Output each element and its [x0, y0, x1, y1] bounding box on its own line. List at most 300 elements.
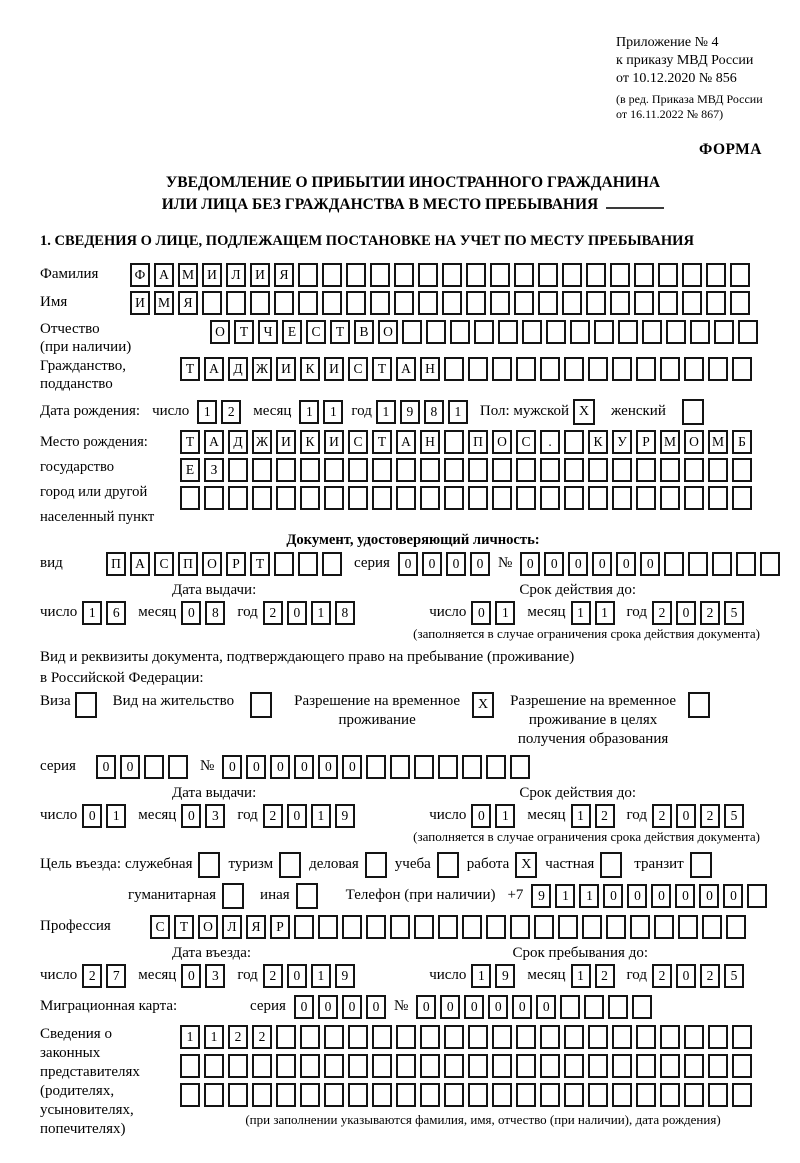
char-cell[interactable]: О	[198, 915, 218, 939]
char-cell[interactable]	[396, 486, 416, 510]
char-cell[interactable]: 0	[422, 552, 442, 576]
char-cell[interactable]	[706, 263, 726, 287]
char-cell[interactable]	[564, 1054, 584, 1078]
rf-expiry-month-cells[interactable]	[571, 804, 619, 828]
char-cell[interactable]	[684, 1083, 704, 1107]
char-cell[interactable]	[586, 291, 606, 315]
char-cell[interactable]: Т	[180, 357, 200, 381]
char-cell[interactable]: 9	[495, 964, 515, 988]
char-cell[interactable]	[610, 291, 630, 315]
char-cell[interactable]: 0	[471, 601, 491, 625]
char-cell[interactable]	[540, 1054, 560, 1078]
char-cell[interactable]: 0	[568, 552, 588, 576]
migcard-series-cells[interactable]	[294, 995, 390, 1019]
char-cell[interactable]: 1	[311, 601, 331, 625]
char-cell[interactable]: 0	[603, 884, 623, 908]
reps-row2-cells[interactable]	[180, 1054, 786, 1078]
char-cell[interactable]: Я	[246, 915, 266, 939]
iddoc-number-cells[interactable]	[520, 552, 784, 576]
char-cell[interactable]	[324, 1083, 344, 1107]
char-cell[interactable]	[420, 458, 440, 482]
char-cell[interactable]: 0	[470, 552, 490, 576]
char-cell[interactable]	[322, 552, 342, 576]
char-cell[interactable]	[612, 458, 632, 482]
char-cell[interactable]	[276, 1025, 296, 1049]
char-cell[interactable]: Р	[636, 430, 656, 454]
char-cell[interactable]	[582, 915, 602, 939]
char-cell[interactable]	[322, 263, 342, 287]
profession-cells[interactable]	[150, 915, 750, 939]
char-cell[interactable]	[418, 263, 438, 287]
char-cell[interactable]: 2	[700, 601, 720, 625]
char-cell[interactable]	[540, 458, 560, 482]
char-cell[interactable]: 1	[555, 884, 575, 908]
surname-input-cells[interactable]	[130, 263, 754, 287]
char-cell[interactable]: 2	[228, 1025, 248, 1049]
char-cell[interactable]: Т	[234, 320, 254, 344]
char-cell[interactable]	[636, 1054, 656, 1078]
char-cell[interactable]	[420, 1054, 440, 1078]
char-cell[interactable]	[708, 357, 728, 381]
char-cell[interactable]: 0	[676, 601, 696, 625]
char-cell[interactable]	[396, 1083, 416, 1107]
char-cell[interactable]	[608, 995, 628, 1019]
char-cell[interactable]: М	[178, 263, 198, 287]
char-cell[interactable]: 0	[416, 995, 436, 1019]
iddoc-expiry-month-cells[interactable]	[571, 601, 619, 625]
char-cell[interactable]	[202, 291, 222, 315]
char-cell[interactable]	[180, 486, 200, 510]
purpose-tourism-checkbox[interactable]	[279, 852, 301, 878]
char-cell[interactable]: 0	[181, 601, 201, 625]
char-cell[interactable]	[348, 458, 368, 482]
char-cell[interactable]: Я	[274, 263, 294, 287]
char-cell[interactable]: 0	[512, 995, 532, 1019]
char-cell[interactable]	[444, 357, 464, 381]
iddoc-kind-cells[interactable]	[106, 552, 346, 576]
char-cell[interactable]: 1	[106, 804, 126, 828]
char-cell[interactable]	[348, 486, 368, 510]
char-cell[interactable]: Ч	[258, 320, 278, 344]
char-cell[interactable]: Т	[330, 320, 350, 344]
char-cell[interactable]	[168, 755, 188, 779]
char-cell[interactable]	[516, 357, 536, 381]
patronymic-input-cells[interactable]	[210, 320, 762, 344]
char-cell[interactable]	[588, 1054, 608, 1078]
char-cell[interactable]: Т	[174, 915, 194, 939]
char-cell[interactable]	[300, 1054, 320, 1078]
char-cell[interactable]	[636, 458, 656, 482]
rf-expiry-year-cells[interactable]	[652, 804, 748, 828]
char-cell[interactable]	[498, 320, 518, 344]
char-cell[interactable]: К	[588, 430, 608, 454]
purpose-official-checkbox[interactable]	[198, 852, 220, 878]
char-cell[interactable]	[634, 291, 654, 315]
char-cell[interactable]	[348, 1054, 368, 1078]
char-cell[interactable]	[660, 1054, 680, 1078]
char-cell[interactable]: 5	[724, 601, 744, 625]
char-cell[interactable]	[664, 552, 684, 576]
char-cell[interactable]	[390, 915, 410, 939]
char-cell[interactable]	[180, 1054, 200, 1078]
char-cell[interactable]: 9	[400, 400, 420, 424]
rf-issue-month-cells[interactable]	[181, 804, 229, 828]
char-cell[interactable]: 1	[571, 804, 591, 828]
char-cell[interactable]	[492, 458, 512, 482]
iddoc-expiry-year-cells[interactable]	[652, 601, 748, 625]
char-cell[interactable]	[438, 755, 458, 779]
char-cell[interactable]	[276, 1083, 296, 1107]
char-cell[interactable]: И	[276, 357, 296, 381]
char-cell[interactable]: О	[492, 430, 512, 454]
char-cell[interactable]: Р	[226, 552, 246, 576]
char-cell[interactable]	[294, 915, 314, 939]
char-cell[interactable]: О	[378, 320, 398, 344]
char-cell[interactable]	[300, 1083, 320, 1107]
char-cell[interactable]	[732, 357, 752, 381]
char-cell[interactable]: 0	[440, 995, 460, 1019]
iddoc-issue-month-cells[interactable]	[181, 601, 229, 625]
char-cell[interactable]	[634, 263, 654, 287]
birthplace-row2-cells[interactable]	[180, 458, 756, 482]
char-cell[interactable]: С	[348, 430, 368, 454]
char-cell[interactable]	[708, 1025, 728, 1049]
char-cell[interactable]	[584, 995, 604, 1019]
reps-row1-cells[interactable]	[180, 1025, 786, 1049]
purpose-humanitarian-checkbox[interactable]	[222, 883, 244, 909]
char-cell[interactable]: 0	[464, 995, 484, 1019]
char-cell[interactable]: 6	[106, 601, 126, 625]
char-cell[interactable]	[660, 1025, 680, 1049]
char-cell[interactable]	[660, 486, 680, 510]
char-cell[interactable]	[298, 263, 318, 287]
char-cell[interactable]	[366, 755, 386, 779]
char-cell[interactable]	[396, 458, 416, 482]
char-cell[interactable]: У	[612, 430, 632, 454]
char-cell[interactable]: 0	[366, 995, 386, 1019]
char-cell[interactable]: 0	[675, 884, 695, 908]
char-cell[interactable]: 0	[446, 552, 466, 576]
char-cell[interactable]: А	[396, 357, 416, 381]
char-cell[interactable]: 0	[222, 755, 242, 779]
char-cell[interactable]	[468, 1025, 488, 1049]
char-cell[interactable]: 2	[652, 964, 672, 988]
char-cell[interactable]	[324, 486, 344, 510]
char-cell[interactable]	[636, 1025, 656, 1049]
char-cell[interactable]: 1	[376, 400, 396, 424]
char-cell[interactable]	[642, 320, 662, 344]
char-cell[interactable]: 0	[181, 804, 201, 828]
char-cell[interactable]	[564, 486, 584, 510]
char-cell[interactable]	[658, 291, 678, 315]
purpose-study-checkbox[interactable]	[437, 852, 459, 878]
char-cell[interactable]	[586, 263, 606, 287]
char-cell[interactable]: 0	[699, 884, 719, 908]
char-cell[interactable]	[726, 915, 746, 939]
char-cell[interactable]: П	[178, 552, 198, 576]
char-cell[interactable]	[732, 1054, 752, 1078]
char-cell[interactable]	[516, 486, 536, 510]
char-cell[interactable]	[420, 486, 440, 510]
char-cell[interactable]: 1	[471, 964, 491, 988]
char-cell[interactable]	[462, 915, 482, 939]
char-cell[interactable]	[736, 552, 756, 576]
entry-year-cells[interactable]	[263, 964, 359, 988]
char-cell[interactable]: 1	[595, 601, 615, 625]
char-cell[interactable]: 0	[270, 755, 290, 779]
char-cell[interactable]	[760, 552, 780, 576]
char-cell[interactable]	[538, 263, 558, 287]
char-cell[interactable]: 0	[398, 552, 418, 576]
char-cell[interactable]: 0	[181, 964, 201, 988]
char-cell[interactable]	[300, 458, 320, 482]
char-cell[interactable]	[702, 915, 722, 939]
char-cell[interactable]	[540, 357, 560, 381]
char-cell[interactable]: 0	[616, 552, 636, 576]
char-cell[interactable]: 3	[205, 964, 225, 988]
char-cell[interactable]	[226, 291, 246, 315]
entry-month-cells[interactable]	[181, 964, 229, 988]
rf-issue-year-cells[interactable]	[263, 804, 359, 828]
char-cell[interactable]: 1	[448, 400, 468, 424]
char-cell[interactable]	[732, 1083, 752, 1107]
char-cell[interactable]	[706, 291, 726, 315]
char-cell[interactable]	[588, 486, 608, 510]
char-cell[interactable]	[708, 486, 728, 510]
char-cell[interactable]	[660, 357, 680, 381]
char-cell[interactable]: Т	[180, 430, 200, 454]
char-cell[interactable]: Ж	[252, 430, 272, 454]
char-cell[interactable]	[490, 263, 510, 287]
char-cell[interactable]	[612, 486, 632, 510]
char-cell[interactable]	[570, 320, 590, 344]
char-cell[interactable]: Б	[732, 430, 752, 454]
char-cell[interactable]	[688, 552, 708, 576]
char-cell[interactable]	[438, 915, 458, 939]
char-cell[interactable]	[486, 755, 506, 779]
char-cell[interactable]	[610, 263, 630, 287]
char-cell[interactable]: М	[154, 291, 174, 315]
char-cell[interactable]	[466, 291, 486, 315]
char-cell[interactable]	[684, 357, 704, 381]
char-cell[interactable]	[396, 1054, 416, 1078]
char-cell[interactable]	[492, 1083, 512, 1107]
char-cell[interactable]	[250, 291, 270, 315]
phone-digit-cells[interactable]	[531, 884, 771, 908]
char-cell[interactable]	[180, 1083, 200, 1107]
char-cell[interactable]	[514, 291, 534, 315]
char-cell[interactable]: Н	[420, 430, 440, 454]
char-cell[interactable]	[534, 915, 554, 939]
char-cell[interactable]	[612, 357, 632, 381]
char-cell[interactable]	[682, 263, 702, 287]
char-cell[interactable]: 1	[571, 601, 591, 625]
char-cell[interactable]: 0	[294, 755, 314, 779]
char-cell[interactable]	[466, 263, 486, 287]
char-cell[interactable]: 2	[652, 601, 672, 625]
char-cell[interactable]	[324, 1054, 344, 1078]
char-cell[interactable]	[564, 1083, 584, 1107]
char-cell[interactable]: 0	[82, 804, 102, 828]
char-cell[interactable]	[606, 915, 626, 939]
char-cell[interactable]: С	[516, 430, 536, 454]
char-cell[interactable]	[324, 1025, 344, 1049]
char-cell[interactable]: 1	[579, 884, 599, 908]
char-cell[interactable]	[444, 1083, 464, 1107]
char-cell[interactable]	[372, 486, 392, 510]
char-cell[interactable]: Л	[222, 915, 242, 939]
char-cell[interactable]: 1	[180, 1025, 200, 1049]
char-cell[interactable]: 0	[488, 995, 508, 1019]
char-cell[interactable]: О	[202, 552, 222, 576]
entry-day-cells[interactable]	[82, 964, 130, 988]
char-cell[interactable]	[492, 1025, 512, 1049]
char-cell[interactable]: А	[204, 357, 224, 381]
char-cell[interactable]	[510, 915, 530, 939]
char-cell[interactable]: С	[150, 915, 170, 939]
char-cell[interactable]	[228, 1083, 248, 1107]
char-cell[interactable]	[402, 320, 422, 344]
char-cell[interactable]: Е	[282, 320, 302, 344]
char-cell[interactable]	[538, 291, 558, 315]
char-cell[interactable]	[474, 320, 494, 344]
char-cell[interactable]: Т	[250, 552, 270, 576]
char-cell[interactable]	[420, 1083, 440, 1107]
char-cell[interactable]	[396, 1025, 416, 1049]
char-cell[interactable]	[636, 357, 656, 381]
char-cell[interactable]	[144, 755, 164, 779]
char-cell[interactable]: П	[468, 430, 488, 454]
residence-permit-checkbox[interactable]	[250, 692, 272, 718]
char-cell[interactable]	[252, 458, 272, 482]
char-cell[interactable]	[300, 1025, 320, 1049]
char-cell[interactable]	[300, 486, 320, 510]
char-cell[interactable]: 0	[342, 995, 362, 1019]
char-cell[interactable]	[540, 486, 560, 510]
char-cell[interactable]	[420, 1025, 440, 1049]
char-cell[interactable]	[660, 458, 680, 482]
char-cell[interactable]	[636, 1083, 656, 1107]
char-cell[interactable]	[252, 1083, 272, 1107]
char-cell[interactable]: О	[210, 320, 230, 344]
char-cell[interactable]	[562, 263, 582, 287]
char-cell[interactable]	[516, 1083, 536, 1107]
char-cell[interactable]	[564, 430, 584, 454]
char-cell[interactable]: Л	[226, 263, 246, 287]
char-cell[interactable]	[510, 755, 530, 779]
char-cell[interactable]: 1	[204, 1025, 224, 1049]
char-cell[interactable]	[516, 1054, 536, 1078]
char-cell[interactable]	[274, 552, 294, 576]
char-cell[interactable]: 5	[724, 804, 744, 828]
char-cell[interactable]: 1	[571, 964, 591, 988]
char-cell[interactable]	[732, 486, 752, 510]
char-cell[interactable]: 2	[700, 964, 720, 988]
char-cell[interactable]	[516, 1025, 536, 1049]
char-cell[interactable]	[370, 291, 390, 315]
char-cell[interactable]	[228, 1054, 248, 1078]
migcard-number-cells[interactable]	[416, 995, 656, 1019]
char-cell[interactable]	[204, 1054, 224, 1078]
char-cell[interactable]: 3	[205, 804, 225, 828]
name-input-cells[interactable]	[130, 291, 754, 315]
char-cell[interactable]	[318, 915, 338, 939]
char-cell[interactable]	[298, 552, 318, 576]
char-cell[interactable]	[372, 458, 392, 482]
char-cell[interactable]	[490, 291, 510, 315]
purpose-work-checkbox[interactable]: X	[515, 852, 537, 878]
char-cell[interactable]	[468, 486, 488, 510]
char-cell[interactable]: 0	[246, 755, 266, 779]
char-cell[interactable]	[298, 291, 318, 315]
char-cell[interactable]	[540, 1025, 560, 1049]
char-cell[interactable]	[444, 1025, 464, 1049]
char-cell[interactable]: А	[204, 430, 224, 454]
char-cell[interactable]: 1	[495, 601, 515, 625]
char-cell[interactable]	[708, 1054, 728, 1078]
char-cell[interactable]: 1	[495, 804, 515, 828]
char-cell[interactable]: С	[306, 320, 326, 344]
char-cell[interactable]	[468, 458, 488, 482]
char-cell[interactable]	[682, 291, 702, 315]
char-cell[interactable]	[522, 320, 542, 344]
char-cell[interactable]	[366, 915, 386, 939]
char-cell[interactable]: Ж	[252, 357, 272, 381]
char-cell[interactable]	[564, 1025, 584, 1049]
char-cell[interactable]	[714, 320, 734, 344]
char-cell[interactable]	[276, 1054, 296, 1078]
char-cell[interactable]: 9	[531, 884, 551, 908]
char-cell[interactable]: 1	[323, 400, 343, 424]
char-cell[interactable]: 0	[318, 755, 338, 779]
char-cell[interactable]: Р	[270, 915, 290, 939]
char-cell[interactable]: 1	[299, 400, 319, 424]
char-cell[interactable]	[636, 486, 656, 510]
birth-year-cells[interactable]	[376, 400, 472, 424]
char-cell[interactable]	[684, 1054, 704, 1078]
char-cell[interactable]: И	[202, 263, 222, 287]
char-cell[interactable]: 5	[724, 964, 744, 988]
char-cell[interactable]	[346, 291, 366, 315]
char-cell[interactable]	[684, 1025, 704, 1049]
char-cell[interactable]: 1	[311, 964, 331, 988]
char-cell[interactable]: С	[348, 357, 368, 381]
char-cell[interactable]	[390, 755, 410, 779]
char-cell[interactable]	[276, 458, 296, 482]
char-cell[interactable]	[712, 552, 732, 576]
char-cell[interactable]	[342, 915, 362, 939]
char-cell[interactable]	[612, 1054, 632, 1078]
char-cell[interactable]: 2	[595, 964, 615, 988]
char-cell[interactable]: 9	[335, 964, 355, 988]
stay-year-cells[interactable]	[652, 964, 748, 988]
stay-month-cells[interactable]	[571, 964, 619, 988]
iddoc-issue-day-cells[interactable]	[82, 601, 130, 625]
char-cell[interactable]	[462, 755, 482, 779]
char-cell[interactable]	[558, 915, 578, 939]
char-cell[interactable]: С	[154, 552, 174, 576]
char-cell[interactable]: 1	[197, 400, 217, 424]
citizenship-input-cells[interactable]	[180, 357, 756, 381]
char-cell[interactable]: А	[130, 552, 150, 576]
stay-day-cells[interactable]	[471, 964, 519, 988]
char-cell[interactable]: 8	[424, 400, 444, 424]
rf-number-cells[interactable]	[222, 755, 534, 779]
char-cell[interactable]	[370, 263, 390, 287]
char-cell[interactable]: 0	[471, 804, 491, 828]
char-cell[interactable]	[450, 320, 470, 344]
char-cell[interactable]	[654, 915, 674, 939]
